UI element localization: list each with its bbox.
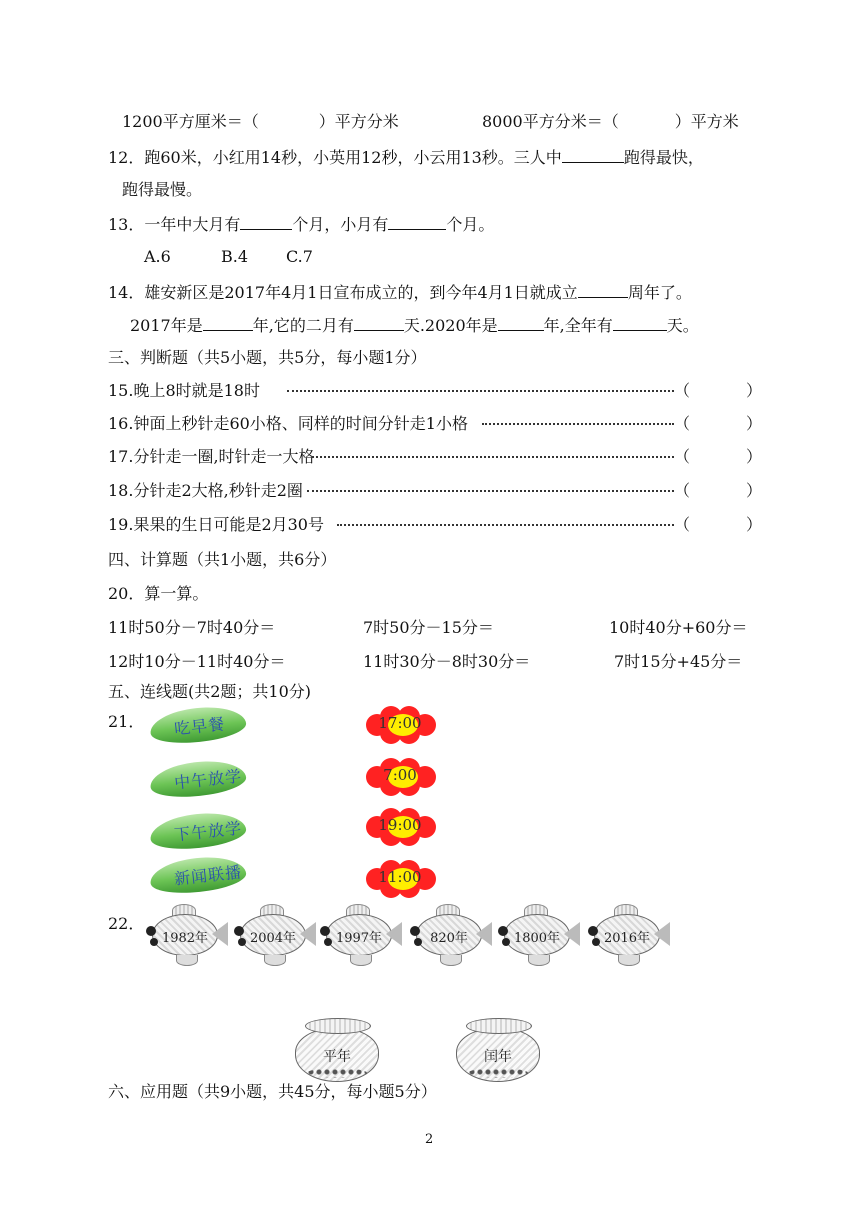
q14-text-c: 2017年是 — [130, 316, 203, 335]
q11-left: 1200平方厘米＝（ — [122, 112, 259, 131]
calc-item: 7时15分+45分＝ — [614, 652, 743, 671]
q14-line2 — [130, 314, 699, 336]
calc-item: 10时40分+60分＝ — [609, 618, 748, 637]
q22-label: 22． — [108, 914, 145, 933]
answer-paren-open[interactable]: （ — [674, 515, 691, 534]
fish-label: 820年 — [430, 931, 468, 946]
fish-card[interactable] — [406, 904, 492, 966]
q14-text-b: 周年了。 — [627, 283, 692, 302]
answer-paren-close: ） — [746, 447, 763, 466]
q11-right: 8000平方分米＝（ — [482, 112, 619, 131]
fish-card[interactable] — [142, 904, 228, 966]
leaf-card[interactable] — [148, 757, 247, 801]
q14-text-e: 天.2020年是 — [403, 316, 498, 335]
answer-paren-open[interactable]: （ — [674, 481, 691, 500]
leaf-label: 中午放学 — [173, 766, 243, 793]
q11-left-end: ）平方分米 — [318, 112, 399, 131]
judge-text: 16.钟面上秒针走60小格、同样的时间分针走1小格 — [108, 414, 468, 433]
q13-opt-c: C.7 — [286, 247, 313, 266]
section-5-title: 五、连线题(共2题；共10分) — [108, 682, 312, 701]
fish-bowl[interactable] — [456, 1018, 540, 1082]
judge-item — [108, 515, 763, 535]
leaf-card[interactable] — [148, 703, 247, 747]
fish-card[interactable] — [230, 904, 316, 966]
answer-paren-close: ） — [746, 481, 763, 500]
leader-dots — [337, 524, 674, 526]
calc-item: 12时10分－11时40分＝ — [108, 652, 286, 671]
calc-item: 11时30分－8时30分＝ — [363, 652, 531, 671]
fish-label: 1982年 — [161, 931, 209, 946]
judge-item — [108, 447, 763, 467]
q13-line — [108, 213, 494, 235]
calc-item: 7时50分－15分＝ — [363, 618, 494, 637]
judge-item — [108, 381, 763, 401]
flower-clock[interactable] — [364, 708, 436, 742]
answer-paren-open[interactable]: （ — [674, 381, 691, 400]
q14-blank-4[interactable] — [498, 314, 544, 331]
section-3-title: 三、判断题（共5小题，共5分，每小题1分） — [108, 348, 427, 367]
judge-text: 15.晚上8时就是18时 — [108, 381, 260, 400]
q14-line1 — [108, 281, 692, 303]
bowl-label: 平年 — [323, 1049, 351, 1065]
leaf-label: 新闻联播 — [173, 862, 243, 889]
leader-dots — [482, 423, 674, 425]
leaf-label: 下午放学 — [173, 818, 243, 845]
q20-title: 20．算一算。 — [108, 584, 209, 603]
q21-label: 21． — [108, 712, 145, 731]
q12-text-b: 跑得最快， — [623, 148, 704, 167]
page-number: 2 — [425, 1132, 434, 1147]
q12-line1 — [108, 146, 704, 168]
leader-dots — [312, 456, 674, 458]
flower-label: 7:00 — [383, 766, 417, 784]
judge-text: 18.分针走2大格,秒针走2圈 — [108, 481, 303, 500]
q14-blank-1[interactable] — [578, 281, 628, 298]
answer-paren-open[interactable]: （ — [674, 414, 691, 433]
q12-line2 — [122, 180, 202, 200]
q12-text-c: 跑得最慢。 — [122, 180, 203, 199]
fish-label: 2016年 — [603, 931, 651, 946]
fish-bowl[interactable] — [295, 1018, 379, 1082]
q14-blank-2[interactable] — [203, 314, 253, 331]
q13-text-a: 13．一年中大月有 — [108, 215, 241, 234]
flower-label: 19:00 — [378, 816, 422, 834]
answer-paren-open[interactable]: （ — [674, 447, 691, 466]
q11-right-line — [482, 112, 739, 132]
fish-card[interactable] — [494, 904, 580, 966]
judge-text: 19.果果的生日可能是2月30号 — [108, 515, 324, 534]
q13-blank-2[interactable] — [388, 213, 446, 230]
section-6-title: 六、应用题（共9小题，共45分，每小题5分） — [108, 1082, 437, 1101]
calc-item: 11时50分－7时40分＝ — [108, 618, 276, 637]
q11-right-end: ）平方米 — [674, 112, 739, 131]
leaf-card[interactable] — [148, 809, 247, 853]
answer-paren-close: ） — [746, 414, 763, 433]
judge-text: 17.分针走一圈,时针走一大格 — [108, 447, 315, 466]
q13-blank-1[interactable] — [240, 213, 292, 230]
q11-line — [122, 112, 399, 132]
fish-label: 1800年 — [513, 931, 561, 946]
flower-label: 11:00 — [378, 868, 422, 886]
q12-blank-1[interactable] — [562, 146, 624, 163]
bowl-label: 闰年 — [484, 1049, 512, 1065]
q14-blank-5[interactable] — [613, 314, 667, 331]
judge-item — [108, 481, 763, 501]
leader-dots — [307, 490, 674, 492]
fish-card[interactable] — [316, 904, 402, 966]
answer-paren-close: ） — [746, 381, 763, 400]
q13-opt-b: B.4 — [221, 247, 249, 266]
judge-item — [108, 414, 763, 434]
q14-text-f: 年,全年有 — [543, 316, 613, 335]
section-4-title: 四、计算题（共1小题，共6分） — [108, 550, 337, 569]
q13-text-c: 个月。 — [446, 215, 495, 234]
q12-text-a: 12．跑60米，小红用14秒，小英用12秒，小云用13秒。三人中 — [108, 148, 562, 167]
fish-label: 1997年 — [335, 931, 383, 946]
q14-text-d: 年,它的二月有 — [252, 316, 354, 335]
leaf-label: 吃早餐 — [173, 714, 227, 739]
flower-label: 17:00 — [378, 714, 422, 732]
q13-text-b: 个月，小月有 — [292, 215, 389, 234]
q14-text-g: 天。 — [666, 316, 699, 335]
fish-card[interactable] — [584, 904, 670, 966]
flower-clock[interactable] — [364, 760, 436, 794]
leaf-card[interactable] — [148, 853, 247, 897]
leader-dots — [287, 390, 674, 392]
answer-paren-close: ） — [746, 515, 763, 534]
flower-clock[interactable] — [364, 810, 436, 844]
q14-text-a: 14．雄安新区是2017年4月1日宣布成立的，到今年4月1日就成立 — [108, 283, 578, 302]
fish-label: 2004年 — [249, 931, 297, 946]
flower-clock[interactable] — [364, 862, 436, 896]
q14-blank-3[interactable] — [354, 314, 404, 331]
q13-opt-a: A.6 — [144, 247, 171, 266]
